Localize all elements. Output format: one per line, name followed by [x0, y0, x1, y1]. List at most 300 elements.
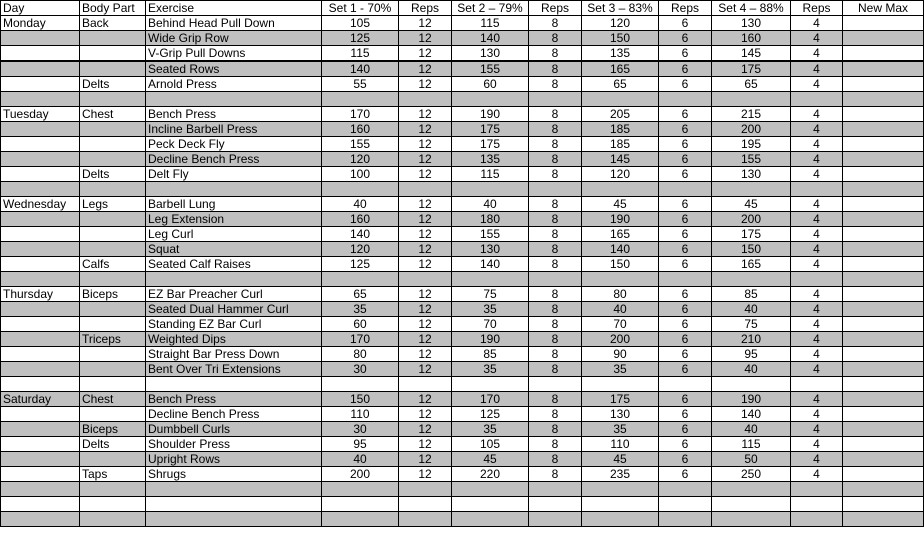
cell-body-part[interactable] [80, 452, 146, 467]
cell-new-max[interactable] [843, 242, 924, 257]
cell-set-1[interactable]: 170 [322, 332, 399, 347]
cell-reps-3[interactable]: 6 [659, 61, 712, 77]
cell-day[interactable] [1, 422, 80, 437]
header-body-part[interactable]: Body Part [80, 1, 146, 16]
cell-reps-3[interactable] [659, 182, 712, 197]
cell-reps-4[interactable]: 4 [791, 317, 843, 332]
cell-reps-3[interactable]: 6 [659, 197, 712, 212]
cell-reps-1[interactable]: 12 [399, 77, 452, 92]
cell-reps-4[interactable]: 4 [791, 242, 843, 257]
cell-reps-2[interactable] [529, 482, 582, 497]
cell-set-4[interactable]: 215 [712, 107, 791, 122]
cell-day[interactable] [1, 347, 80, 362]
cell-set-1[interactable]: 30 [322, 422, 399, 437]
cell-reps-2[interactable]: 8 [529, 212, 582, 227]
cell-set-3[interactable]: 135 [582, 46, 659, 62]
cell-reps-2[interactable]: 8 [529, 257, 582, 272]
cell-reps-2[interactable] [529, 272, 582, 287]
cell-reps-3[interactable]: 6 [659, 422, 712, 437]
cell-reps-1[interactable]: 12 [399, 16, 452, 31]
cell-day[interactable] [1, 497, 80, 512]
cell-reps-1[interactable]: 12 [399, 122, 452, 137]
cell-set-3[interactable]: 120 [582, 16, 659, 31]
cell-new-max[interactable] [843, 167, 924, 182]
cell-reps-4[interactable]: 4 [791, 122, 843, 137]
cell-set-2[interactable]: 135 [452, 152, 529, 167]
cell-body-part[interactable]: Biceps [80, 287, 146, 302]
cell-set-1[interactable]: 125 [322, 257, 399, 272]
cell-reps-3[interactable]: 6 [659, 347, 712, 362]
cell-body-part[interactable] [80, 407, 146, 422]
cell-set-4[interactable]: 175 [712, 61, 791, 77]
cell-exercise[interactable] [146, 92, 322, 107]
cell-set-3[interactable]: 45 [582, 452, 659, 467]
cell-set-4[interactable]: 250 [712, 467, 791, 482]
cell-body-part[interactable] [80, 377, 146, 392]
cell-set-4[interactable]: 195 [712, 137, 791, 152]
cell-new-max[interactable] [843, 16, 924, 31]
cell-set-1[interactable] [322, 377, 399, 392]
cell-new-max[interactable] [843, 332, 924, 347]
cell-day[interactable]: Monday [1, 16, 80, 31]
cell-day[interactable] [1, 377, 80, 392]
cell-set-3[interactable]: 70 [582, 317, 659, 332]
cell-set-1[interactable] [322, 497, 399, 512]
cell-set-2[interactable]: 130 [452, 242, 529, 257]
cell-reps-2[interactable]: 8 [529, 452, 582, 467]
cell-set-4[interactable] [712, 92, 791, 107]
cell-set-3[interactable]: 205 [582, 107, 659, 122]
cell-set-4[interactable] [712, 182, 791, 197]
cell-reps-1[interactable]: 12 [399, 107, 452, 122]
cell-reps-4[interactable]: 4 [791, 407, 843, 422]
cell-body-part[interactable] [80, 227, 146, 242]
cell-reps-4[interactable] [791, 182, 843, 197]
cell-set-4[interactable]: 165 [712, 257, 791, 272]
cell-exercise[interactable]: Seated Calf Raises [146, 257, 322, 272]
cell-reps-3[interactable]: 6 [659, 212, 712, 227]
cell-reps-1[interactable]: 12 [399, 392, 452, 407]
cell-day[interactable] [1, 122, 80, 137]
cell-day[interactable]: Tuesday [1, 107, 80, 122]
cell-day[interactable] [1, 77, 80, 92]
cell-exercise[interactable] [146, 512, 322, 527]
cell-reps-3[interactable]: 6 [659, 167, 712, 182]
cell-set-1[interactable]: 105 [322, 16, 399, 31]
cell-reps-2[interactable] [529, 512, 582, 527]
cell-exercise[interactable]: Dumbbell Curls [146, 422, 322, 437]
cell-new-max[interactable] [843, 197, 924, 212]
cell-set-4[interactable]: 130 [712, 167, 791, 182]
cell-exercise[interactable]: Seated Dual Hammer Curl [146, 302, 322, 317]
cell-reps-4[interactable] [791, 92, 843, 107]
cell-set-4[interactable]: 45 [712, 197, 791, 212]
cell-set-2[interactable] [452, 512, 529, 527]
cell-reps-1[interactable]: 12 [399, 452, 452, 467]
cell-set-4[interactable]: 175 [712, 227, 791, 242]
cell-reps-3[interactable]: 6 [659, 16, 712, 31]
cell-set-3[interactable]: 65 [582, 77, 659, 92]
cell-reps-2[interactable]: 8 [529, 302, 582, 317]
cell-reps-2[interactable]: 8 [529, 407, 582, 422]
cell-reps-1[interactable]: 12 [399, 167, 452, 182]
cell-new-max[interactable] [843, 497, 924, 512]
cell-reps-3[interactable]: 6 [659, 467, 712, 482]
cell-reps-1[interactable]: 12 [399, 61, 452, 77]
cell-day[interactable] [1, 272, 80, 287]
cell-set-3[interactable]: 165 [582, 227, 659, 242]
cell-reps-4[interactable]: 4 [791, 287, 843, 302]
cell-reps-2[interactable]: 8 [529, 227, 582, 242]
cell-set-1[interactable]: 170 [322, 107, 399, 122]
cell-body-part[interactable] [80, 482, 146, 497]
cell-reps-3[interactable]: 6 [659, 287, 712, 302]
cell-set-2[interactable] [452, 497, 529, 512]
cell-reps-4[interactable]: 4 [791, 77, 843, 92]
cell-set-2[interactable]: 45 [452, 452, 529, 467]
cell-day[interactable]: Saturday [1, 392, 80, 407]
cell-new-max[interactable] [843, 362, 924, 377]
cell-set-2[interactable]: 175 [452, 122, 529, 137]
cell-reps-2[interactable]: 8 [529, 122, 582, 137]
cell-set-4[interactable]: 85 [712, 287, 791, 302]
cell-set-2[interactable]: 105 [452, 437, 529, 452]
cell-set-1[interactable]: 200 [322, 467, 399, 482]
cell-reps-4[interactable]: 4 [791, 31, 843, 46]
cell-set-4[interactable] [712, 377, 791, 392]
cell-reps-4[interactable]: 4 [791, 437, 843, 452]
cell-reps-2[interactable]: 8 [529, 137, 582, 152]
cell-set-4[interactable]: 210 [712, 332, 791, 347]
cell-set-1[interactable]: 125 [322, 31, 399, 46]
cell-body-part[interactable] [80, 242, 146, 257]
cell-reps-4[interactable]: 4 [791, 362, 843, 377]
header-set-2[interactable]: Set 2 – 79% [452, 1, 529, 16]
cell-reps-4[interactable]: 4 [791, 452, 843, 467]
cell-reps-4[interactable]: 4 [791, 16, 843, 31]
cell-reps-3[interactable]: 6 [659, 46, 712, 62]
cell-day[interactable] [1, 182, 80, 197]
cell-new-max[interactable] [843, 272, 924, 287]
cell-reps-1[interactable]: 12 [399, 302, 452, 317]
cell-set-3[interactable] [582, 497, 659, 512]
cell-day[interactable]: Wednesday [1, 197, 80, 212]
cell-new-max[interactable] [843, 212, 924, 227]
cell-exercise[interactable]: Peck Deck Fly [146, 137, 322, 152]
cell-set-3[interactable]: 145 [582, 152, 659, 167]
cell-new-max[interactable] [843, 452, 924, 467]
cell-exercise[interactable]: Straight Bar Press Down [146, 347, 322, 362]
cell-set-2[interactable]: 170 [452, 392, 529, 407]
cell-set-2[interactable]: 190 [452, 107, 529, 122]
cell-set-3[interactable]: 35 [582, 362, 659, 377]
cell-body-part[interactable] [80, 122, 146, 137]
cell-set-2[interactable] [452, 377, 529, 392]
cell-set-3[interactable]: 150 [582, 31, 659, 46]
cell-set-1[interactable]: 160 [322, 212, 399, 227]
cell-reps-2[interactable]: 8 [529, 422, 582, 437]
cell-set-4[interactable]: 145 [712, 46, 791, 62]
cell-new-max[interactable] [843, 407, 924, 422]
cell-reps-3[interactable]: 6 [659, 137, 712, 152]
cell-exercise[interactable] [146, 182, 322, 197]
cell-set-3[interactable]: 150 [582, 257, 659, 272]
cell-body-part[interactable]: Delts [80, 437, 146, 452]
cell-set-3[interactable]: 200 [582, 332, 659, 347]
cell-reps-2[interactable]: 8 [529, 242, 582, 257]
cell-reps-1[interactable]: 12 [399, 347, 452, 362]
cell-day[interactable] [1, 362, 80, 377]
cell-new-max[interactable] [843, 377, 924, 392]
cell-set-1[interactable]: 80 [322, 347, 399, 362]
cell-reps-3[interactable]: 6 [659, 362, 712, 377]
cell-set-1[interactable]: 95 [322, 437, 399, 452]
cell-reps-3[interactable]: 6 [659, 242, 712, 257]
cell-day[interactable] [1, 257, 80, 272]
cell-new-max[interactable] [843, 422, 924, 437]
cell-set-4[interactable]: 95 [712, 347, 791, 362]
cell-reps-3[interactable] [659, 497, 712, 512]
cell-set-4[interactable]: 75 [712, 317, 791, 332]
cell-set-1[interactable]: 120 [322, 242, 399, 257]
cell-body-part[interactable] [80, 92, 146, 107]
cell-new-max[interactable] [843, 61, 924, 77]
cell-reps-1[interactable] [399, 512, 452, 527]
cell-exercise[interactable]: Bent Over Tri Extensions [146, 362, 322, 377]
cell-set-1[interactable]: 40 [322, 197, 399, 212]
cell-set-2[interactable]: 85 [452, 347, 529, 362]
cell-set-4[interactable] [712, 482, 791, 497]
cell-new-max[interactable] [843, 347, 924, 362]
cell-set-3[interactable]: 140 [582, 242, 659, 257]
cell-reps-2[interactable]: 8 [529, 467, 582, 482]
cell-set-4[interactable]: 150 [712, 242, 791, 257]
cell-reps-2[interactable]: 8 [529, 287, 582, 302]
cell-set-2[interactable]: 40 [452, 197, 529, 212]
cell-set-3[interactable] [582, 182, 659, 197]
cell-day[interactable] [1, 61, 80, 77]
cell-reps-1[interactable]: 12 [399, 332, 452, 347]
cell-day[interactable] [1, 92, 80, 107]
cell-day[interactable] [1, 482, 80, 497]
cell-reps-3[interactable]: 6 [659, 452, 712, 467]
cell-exercise[interactable]: Weighted Dips [146, 332, 322, 347]
cell-day[interactable]: Thursday [1, 287, 80, 302]
cell-body-part[interactable] [80, 362, 146, 377]
cell-set-4[interactable]: 140 [712, 407, 791, 422]
cell-set-2[interactable] [452, 482, 529, 497]
cell-reps-4[interactable]: 4 [791, 212, 843, 227]
cell-reps-1[interactable]: 12 [399, 407, 452, 422]
cell-new-max[interactable] [843, 482, 924, 497]
header-reps-4[interactable]: Reps [791, 1, 843, 16]
cell-set-1[interactable] [322, 182, 399, 197]
cell-body-part[interactable] [80, 46, 146, 62]
cell-body-part[interactable]: Delts [80, 167, 146, 182]
cell-set-3[interactable]: 80 [582, 287, 659, 302]
cell-reps-1[interactable]: 12 [399, 467, 452, 482]
cell-exercise[interactable]: Shrugs [146, 467, 322, 482]
cell-body-part[interactable]: Taps [80, 467, 146, 482]
cell-new-max[interactable] [843, 137, 924, 152]
header-set-1[interactable]: Set 1 - 70% [322, 1, 399, 16]
cell-reps-2[interactable]: 8 [529, 16, 582, 31]
cell-reps-2[interactable]: 8 [529, 167, 582, 182]
cell-day[interactable] [1, 407, 80, 422]
cell-body-part[interactable] [80, 347, 146, 362]
cell-body-part[interactable] [80, 137, 146, 152]
cell-exercise[interactable]: Wide Grip Row [146, 31, 322, 46]
cell-set-3[interactable]: 165 [582, 61, 659, 77]
cell-new-max[interactable] [843, 77, 924, 92]
cell-set-4[interactable] [712, 272, 791, 287]
header-exercise[interactable]: Exercise [146, 1, 322, 16]
cell-set-1[interactable]: 60 [322, 317, 399, 332]
cell-body-part[interactable] [80, 31, 146, 46]
cell-reps-3[interactable]: 6 [659, 407, 712, 422]
cell-set-4[interactable] [712, 512, 791, 527]
cell-set-1[interactable]: 140 [322, 227, 399, 242]
cell-new-max[interactable] [843, 46, 924, 62]
cell-reps-4[interactable]: 4 [791, 167, 843, 182]
cell-exercise[interactable]: Arnold Press [146, 77, 322, 92]
cell-set-3[interactable]: 185 [582, 137, 659, 152]
cell-reps-1[interactable] [399, 92, 452, 107]
cell-reps-2[interactable]: 8 [529, 332, 582, 347]
cell-day[interactable] [1, 302, 80, 317]
cell-body-part[interactable]: Calfs [80, 257, 146, 272]
cell-body-part[interactable] [80, 317, 146, 332]
cell-reps-4[interactable]: 4 [791, 61, 843, 77]
cell-body-part[interactable]: Back [80, 16, 146, 31]
cell-body-part[interactable] [80, 497, 146, 512]
cell-set-3[interactable] [582, 482, 659, 497]
cell-set-1[interactable]: 40 [322, 452, 399, 467]
cell-day[interactable] [1, 167, 80, 182]
cell-exercise[interactable]: Decline Bench Press [146, 152, 322, 167]
cell-reps-1[interactable] [399, 272, 452, 287]
cell-exercise[interactable]: V-Grip Pull Downs [146, 46, 322, 62]
cell-reps-3[interactable]: 6 [659, 257, 712, 272]
cell-set-4[interactable]: 40 [712, 302, 791, 317]
cell-reps-3[interactable] [659, 377, 712, 392]
cell-set-2[interactable]: 125 [452, 407, 529, 422]
cell-new-max[interactable] [843, 257, 924, 272]
cell-set-2[interactable]: 35 [452, 422, 529, 437]
cell-day[interactable] [1, 512, 80, 527]
cell-day[interactable] [1, 242, 80, 257]
cell-set-2[interactable]: 35 [452, 362, 529, 377]
cell-exercise[interactable]: Upright Rows [146, 452, 322, 467]
cell-day[interactable] [1, 467, 80, 482]
cell-reps-3[interactable]: 6 [659, 332, 712, 347]
cell-reps-1[interactable]: 12 [399, 137, 452, 152]
cell-set-3[interactable]: 190 [582, 212, 659, 227]
cell-reps-3[interactable]: 6 [659, 227, 712, 242]
cell-exercise[interactable]: Bench Press [146, 392, 322, 407]
cell-body-part[interactable] [80, 182, 146, 197]
header-reps-1[interactable]: Reps [399, 1, 452, 16]
cell-set-2[interactable]: 140 [452, 257, 529, 272]
cell-set-1[interactable]: 120 [322, 152, 399, 167]
cell-set-4[interactable]: 65 [712, 77, 791, 92]
cell-reps-1[interactable]: 12 [399, 242, 452, 257]
cell-reps-1[interactable]: 12 [399, 257, 452, 272]
cell-set-2[interactable]: 155 [452, 227, 529, 242]
cell-exercise[interactable]: Bench Press [146, 107, 322, 122]
cell-set-2[interactable]: 70 [452, 317, 529, 332]
cell-reps-4[interactable]: 4 [791, 227, 843, 242]
cell-set-2[interactable] [452, 272, 529, 287]
cell-reps-2[interactable] [529, 182, 582, 197]
cell-set-3[interactable]: 175 [582, 392, 659, 407]
cell-body-part[interactable] [80, 212, 146, 227]
cell-reps-3[interactable] [659, 92, 712, 107]
cell-reps-4[interactable]: 4 [791, 302, 843, 317]
cell-reps-2[interactable]: 8 [529, 317, 582, 332]
cell-reps-4[interactable]: 4 [791, 467, 843, 482]
cell-day[interactable] [1, 227, 80, 242]
cell-set-1[interactable]: 140 [322, 61, 399, 77]
cell-reps-1[interactable]: 12 [399, 212, 452, 227]
header-new-max[interactable]: New Max [843, 1, 924, 16]
cell-new-max[interactable] [843, 317, 924, 332]
cell-set-4[interactable]: 115 [712, 437, 791, 452]
cell-set-2[interactable] [452, 182, 529, 197]
cell-reps-3[interactable]: 6 [659, 302, 712, 317]
cell-body-part[interactable]: Triceps [80, 332, 146, 347]
cell-day[interactable] [1, 437, 80, 452]
cell-body-part[interactable] [80, 61, 146, 77]
cell-set-1[interactable]: 160 [322, 122, 399, 137]
cell-set-3[interactable]: 110 [582, 437, 659, 452]
cell-set-1[interactable]: 150 [322, 392, 399, 407]
cell-exercise[interactable]: Seated Rows [146, 61, 322, 77]
cell-reps-2[interactable]: 8 [529, 392, 582, 407]
cell-body-part[interactable]: Chest [80, 107, 146, 122]
cell-set-2[interactable]: 180 [452, 212, 529, 227]
cell-reps-3[interactable]: 6 [659, 392, 712, 407]
cell-reps-3[interactable]: 6 [659, 152, 712, 167]
cell-reps-1[interactable]: 12 [399, 152, 452, 167]
cell-reps-3[interactable]: 6 [659, 77, 712, 92]
cell-reps-2[interactable]: 8 [529, 31, 582, 46]
cell-set-4[interactable]: 155 [712, 152, 791, 167]
cell-reps-1[interactable]: 12 [399, 227, 452, 242]
cell-exercise[interactable]: EZ Bar Preacher Curl [146, 287, 322, 302]
cell-reps-3[interactable]: 6 [659, 437, 712, 452]
cell-body-part[interactable]: Biceps [80, 422, 146, 437]
cell-set-3[interactable]: 45 [582, 197, 659, 212]
cell-new-max[interactable] [843, 467, 924, 482]
cell-reps-1[interactable] [399, 182, 452, 197]
cell-reps-4[interactable]: 4 [791, 152, 843, 167]
cell-set-2[interactable]: 190 [452, 332, 529, 347]
cell-exercise[interactable]: Decline Bench Press [146, 407, 322, 422]
header-day[interactable]: Day [1, 1, 80, 16]
cell-set-1[interactable] [322, 92, 399, 107]
cell-set-1[interactable] [322, 272, 399, 287]
cell-reps-2[interactable]: 8 [529, 77, 582, 92]
cell-reps-4[interactable]: 4 [791, 422, 843, 437]
cell-reps-2[interactable]: 8 [529, 362, 582, 377]
cell-set-1[interactable]: 35 [322, 302, 399, 317]
cell-reps-2[interactable]: 8 [529, 61, 582, 77]
cell-set-1[interactable]: 110 [322, 407, 399, 422]
cell-set-2[interactable]: 60 [452, 77, 529, 92]
cell-day[interactable] [1, 212, 80, 227]
cell-set-4[interactable]: 50 [712, 452, 791, 467]
